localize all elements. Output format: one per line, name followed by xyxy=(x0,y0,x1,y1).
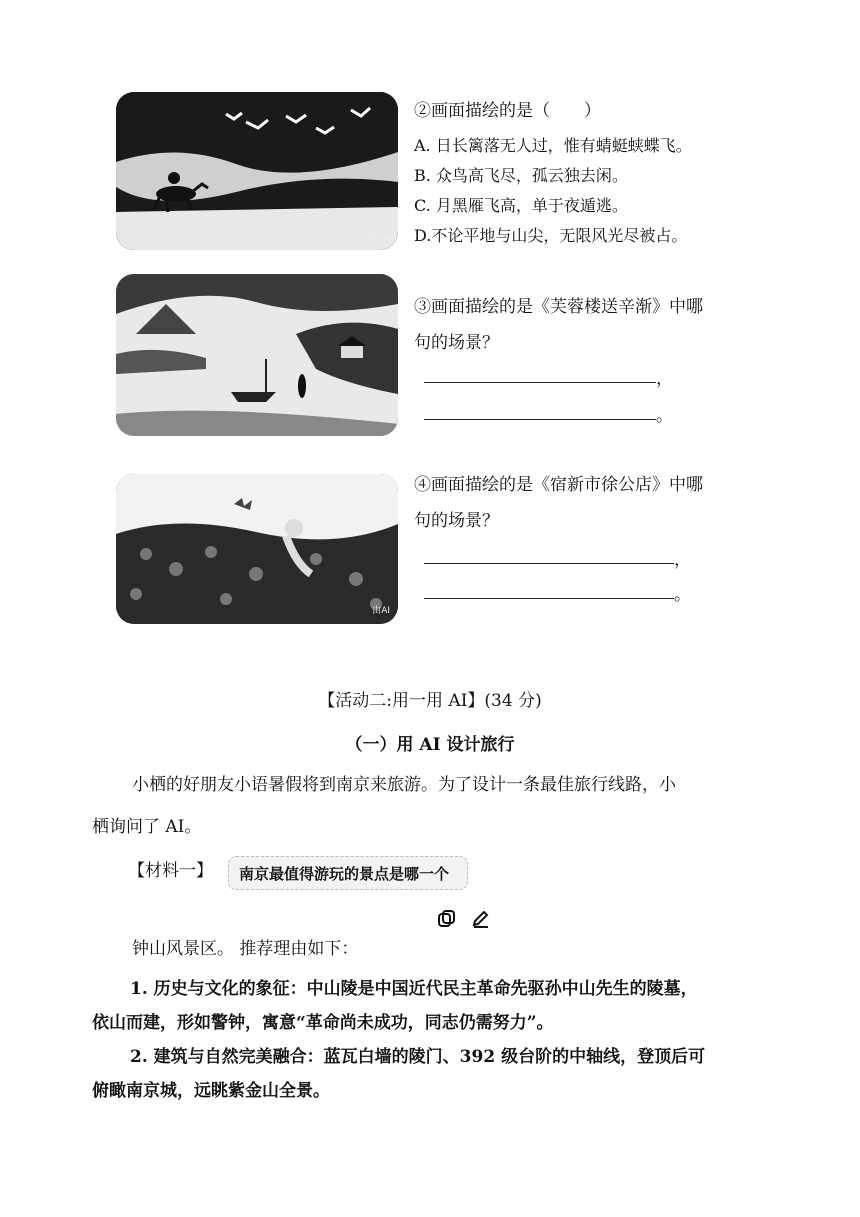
q3-period: 。 xyxy=(656,406,673,426)
ai-question-text: 南京最值得游玩的景点是哪一个 xyxy=(239,864,450,883)
q3-stem-line2: 句的场景？ xyxy=(414,333,499,353)
q3-answer-blank-2[interactable] xyxy=(424,419,656,420)
q4-stem-line2: 句的场景？ xyxy=(414,511,499,531)
reason1-line-1: 1. 历史与文化的象征：中山陵是中国近代民主革命先驱孙中山先生的陵墓， xyxy=(130,979,698,999)
answer-line: 钟山风景区。 推荐理由如下： xyxy=(132,939,359,959)
q2-option-d: D.不论平地与山尖，无限风光尽被占。 xyxy=(414,226,688,245)
activity2-subheading: （一）用 AI 设计旅行 xyxy=(345,735,515,755)
intro-line-1: 小栖的好朋友小语暑假将到南京来旅游。为了设计一条最佳旅行线路，小 xyxy=(132,775,676,795)
q3-comma: ， xyxy=(656,369,673,389)
q2-option-b: B. 众鸟高飞尽，孤云独去闲。 xyxy=(414,166,628,185)
ai-question-bubble xyxy=(228,856,468,890)
q2-option-c: C. 月黑雁飞高，单于夜遁逃。 xyxy=(414,196,628,215)
q4-answer-blank-1[interactable] xyxy=(424,563,674,564)
edit-icon[interactable] xyxy=(470,908,492,930)
intro-line-2: 栖询问了 AI。 xyxy=(92,817,202,837)
image-watermark: 由AI xyxy=(372,606,390,616)
q4-comma: ， xyxy=(674,550,691,570)
reason1-line-2: 依山而建，形如警钟，寓意“革命尚未成功，同志仍需努力”。 xyxy=(92,1013,554,1033)
copy-icon[interactable] xyxy=(436,908,458,930)
river-landscape-illustration xyxy=(116,274,398,436)
image-geese-horseman xyxy=(116,92,398,250)
image-watermark: 图由AI xyxy=(365,234,392,244)
reason2-line-1: 2. 建筑与自然完美融合：蓝瓦白墙的陵门、392 级台阶的中轴线，登顶后可 xyxy=(130,1047,706,1067)
q2-stem: ②画面描绘的是（ ） xyxy=(414,101,601,121)
q3-stem-line1: ③画面描绘的是《芙蓉楼送辛渐》中哪 xyxy=(414,297,703,317)
q4-period: 。 xyxy=(674,585,691,605)
q4-stem-line1: ④画面描绘的是《宿新市徐公店》中哪 xyxy=(414,475,703,495)
q4-answer-blank-2[interactable] xyxy=(424,598,674,599)
activity2-heading: 【活动二:用一用 AI】(34 分) xyxy=(318,691,542,711)
geese-horseman-illustration xyxy=(116,92,398,250)
q2-option-a: A. 日长篱落无人过，惟有蜻蜓蛱蝶飞。 xyxy=(414,136,692,155)
material-label: 【材料一】 xyxy=(128,861,213,881)
butterfly-child-illustration xyxy=(116,474,398,624)
reason2-line-2: 俯瞰南京城，远眺紫金山全景。 xyxy=(92,1081,330,1101)
q3-answer-blank-1[interactable] xyxy=(424,382,656,383)
image-butterfly-child xyxy=(116,474,398,624)
image-river-landscape xyxy=(116,274,398,436)
